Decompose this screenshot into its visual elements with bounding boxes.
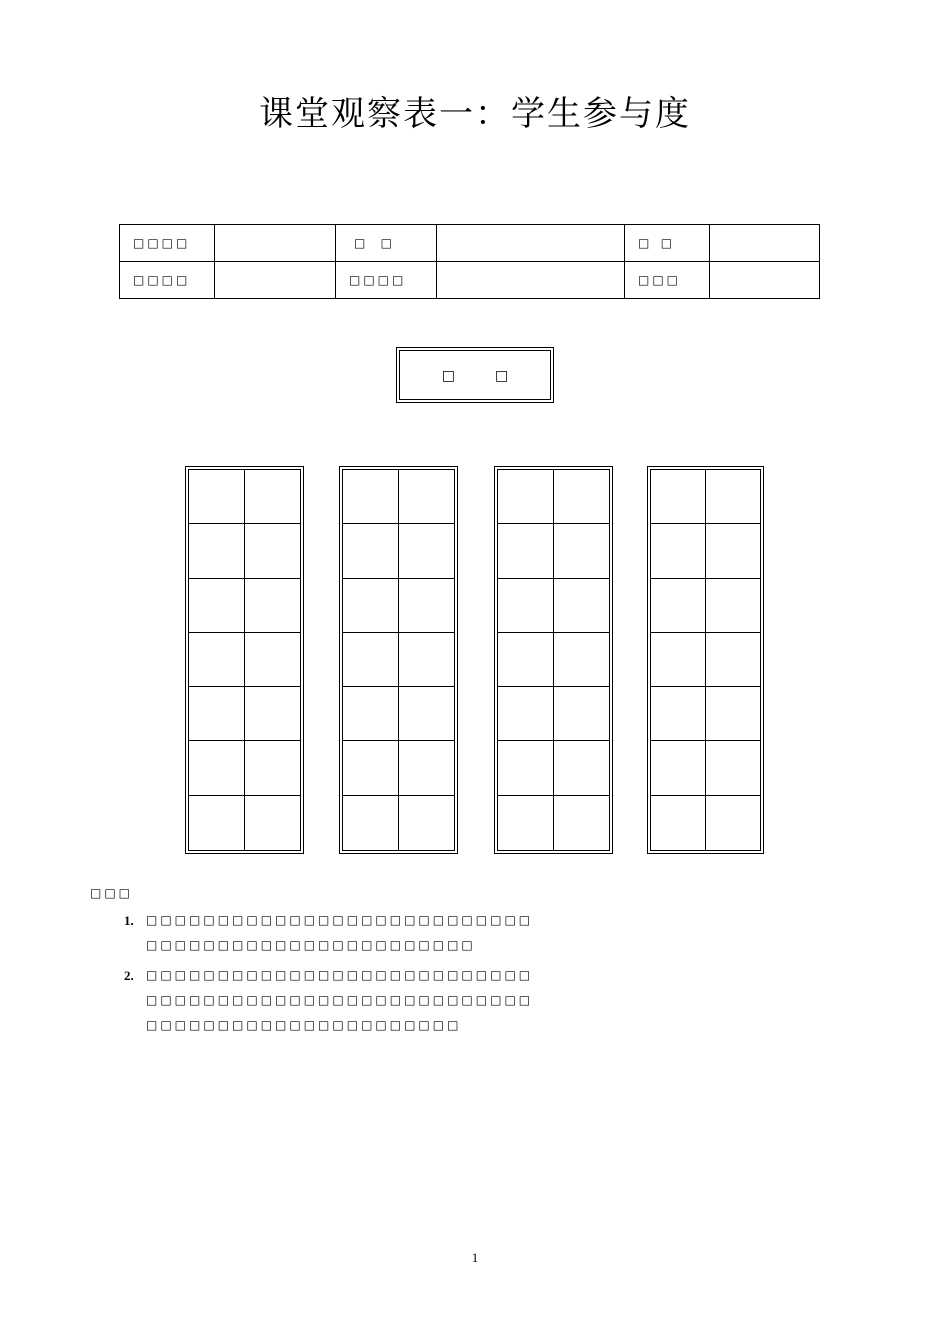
seat-cell[interactable] [554,741,610,795]
teacher-desk-label: □□ [399,350,551,400]
note-number: 1. [124,913,134,928]
seat-grid [650,469,761,851]
seat-group-2 [339,466,458,854]
seat-cell[interactable] [245,687,301,741]
seat-cell[interactable] [245,524,301,578]
info-value-field[interactable] [215,225,336,262]
seat-cell[interactable] [399,579,455,633]
note-text: □□□□□□□□□□□□□□□□□□□□□□□□□□□□□□□□□□□□□□□□□□□□□□□□□□ [146,913,534,952]
seat-group-1 [185,466,304,854]
notes-section [90,886,790,1032]
seat-cell[interactable] [554,524,610,578]
info-value-field[interactable] [215,262,336,299]
seat-cell[interactable] [189,470,245,524]
info-label: □□□ [625,262,710,299]
seat-cell[interactable] [343,470,399,524]
seat-cell[interactable] [651,579,706,633]
note-text: □□□□□□□□□□□□□□□□□□□□□□□□□□□□□□□□□□□□□□□□□□□□□□□□□□□□□□□□□□□□□□□□□□□□□□□□□□□□ [146,968,534,1032]
seat-cell[interactable] [343,633,399,687]
seat-cell[interactable] [498,524,554,578]
note-item [124,908,544,958]
seat-grid [342,469,455,851]
info-row [120,262,820,299]
info-row [120,225,820,262]
seat-cell[interactable] [651,633,706,687]
info-value-field[interactable] [710,262,820,299]
seat-cell[interactable] [554,579,610,633]
seat-cell[interactable] [399,470,455,524]
seat-cell[interactable] [498,470,554,524]
seat-cell[interactable] [706,470,761,524]
seat-cell[interactable] [651,796,706,850]
info-label: □□□□ [120,262,215,299]
seat-cell[interactable] [189,579,245,633]
seat-cell[interactable] [189,796,245,850]
seat-cell[interactable] [245,470,301,524]
seat-cell[interactable] [498,741,554,795]
seat-group-4 [647,466,764,854]
seat-cell[interactable] [189,524,245,578]
seat-cell[interactable] [554,633,610,687]
info-label: □□□□ [336,262,437,299]
page-title: 课堂观察表一：学生参与度 [259,94,691,134]
seat-cell[interactable] [399,633,455,687]
teacher-desk-box [396,347,554,403]
info-label: □□□□ [120,225,215,262]
info-table [119,224,820,299]
seat-cell[interactable] [651,524,706,578]
seat-cell[interactable] [651,470,706,524]
info-value-field[interactable] [710,225,820,262]
seat-cell[interactable] [189,687,245,741]
info-label: □ □ [336,225,437,262]
seat-cell[interactable] [498,579,554,633]
info-value-field[interactable] [437,225,625,262]
note-number: 2. [124,968,134,983]
note-item [124,963,544,1038]
seat-cell[interactable] [706,524,761,578]
seat-cell[interactable] [189,741,245,795]
seat-cell[interactable] [399,524,455,578]
seat-cell[interactable] [498,796,554,850]
seat-cell[interactable] [245,579,301,633]
seat-cell[interactable] [554,796,610,850]
seat-cell[interactable] [189,633,245,687]
seat-cell[interactable] [498,687,554,741]
seat-grid [188,469,301,851]
seat-cell[interactable] [651,741,706,795]
info-value-field[interactable] [437,262,625,299]
seat-cell[interactable] [706,687,761,741]
seat-cell[interactable] [706,579,761,633]
seat-cell[interactable] [706,741,761,795]
seat-cell[interactable] [706,633,761,687]
seat-cell[interactable] [399,687,455,741]
seat-cell[interactable] [554,470,610,524]
page-number: 1 [471,1250,479,1265]
notes-heading: □□□ [90,886,134,900]
seat-cell[interactable] [498,633,554,687]
seat-cell[interactable] [343,796,399,850]
seat-cell[interactable] [343,524,399,578]
seat-cell[interactable] [554,687,610,741]
seat-grid [497,469,610,851]
seat-cell[interactable] [343,741,399,795]
seat-cell[interactable] [399,741,455,795]
seat-cell[interactable] [343,687,399,741]
seat-cell[interactable] [706,796,761,850]
seat-cell[interactable] [399,796,455,850]
seat-cell[interactable] [245,741,301,795]
info-label: □ □ [625,225,710,262]
seat-cell[interactable] [651,687,706,741]
seat-group-3 [494,466,613,854]
seat-cell[interactable] [343,579,399,633]
seat-cell[interactable] [245,633,301,687]
seat-cell[interactable] [245,796,301,850]
